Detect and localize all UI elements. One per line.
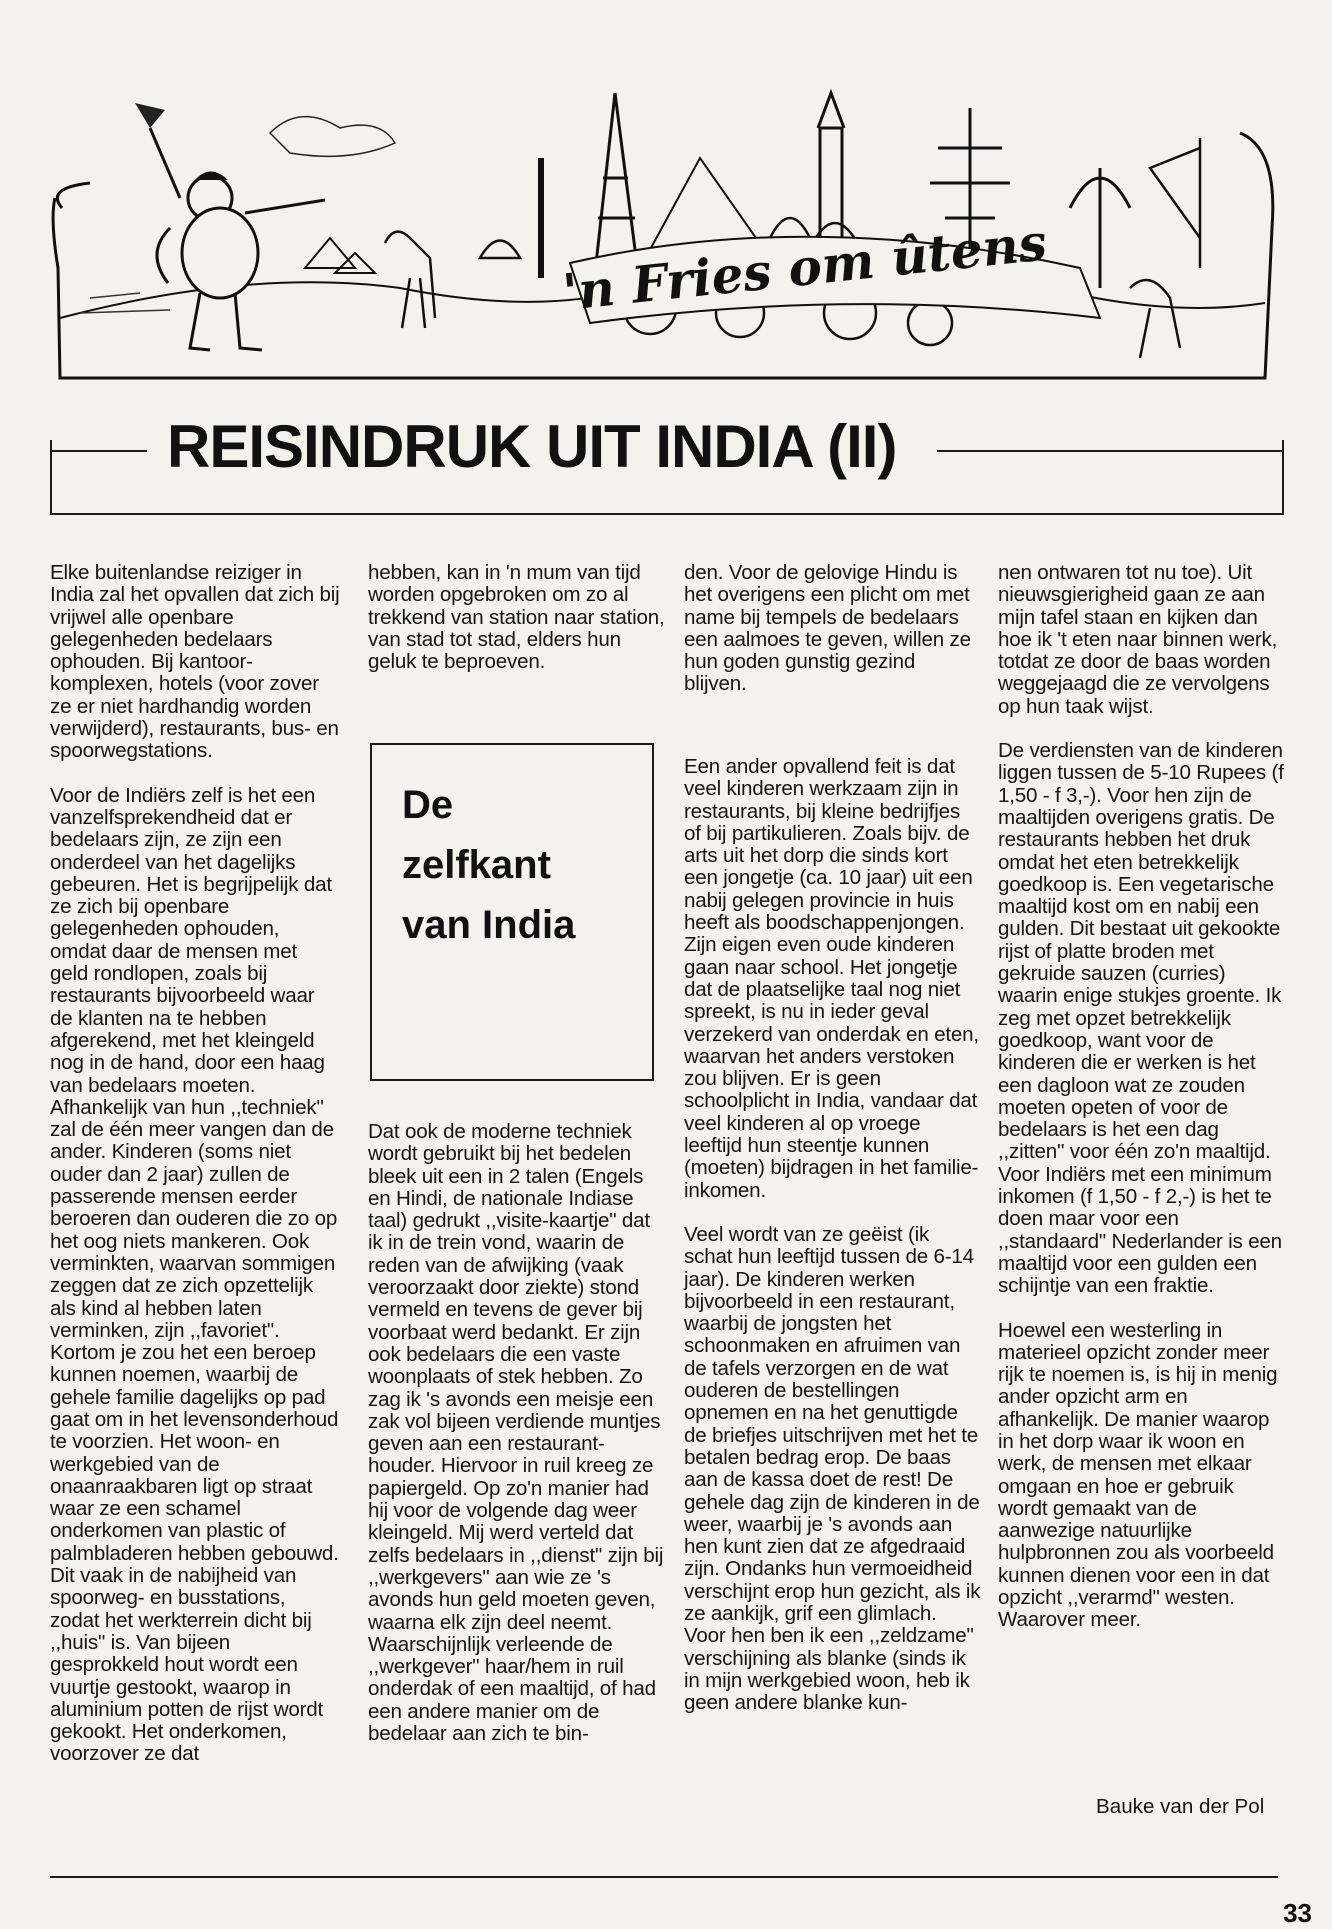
- paragraph: den. Voor de gelovige Hindu is het overigens een plicht om met name bij tempels de bedelaars een aalmoes te geven, willen ze hun goden gunstig gezind blijven.: [684, 561, 971, 696]
- page-number: 33: [1283, 1898, 1312, 1928]
- paragraph: Elke buitenlandse reiziger in India zal het opvallen dat zich bij vrijwel alle openbare gelegenheden bedelaars ophouden. Bij kantoor-komplexen, hotels (voor zover ze er niet hardhandig worden verwijderd), restaurants, bus- en spoorwegstations.: [50, 561, 340, 763]
- paragraph: Voor de Indiërs zelf is het een vanzelfsprekendheid dat er bedelaars zijn, ze zijn een onderdeel van het dagelijks gebeuren. Het is begrijpelijk dat ze zich bij openbare gelegenheden ophouden, omdat daar de mensen met geld rondlopen, zoals bij restaurants bijvoorbeeld waar de klanten na te hebben afgerekend, met het kleingeld nog in de hand, door een haag van bedelaars moeten. Afhankelijk van hun ,,techniek" zal de één meer vangen dan de ander. Kinderen (soms niet ouder dan 2 jaar) zullen de passerende mensen eerder beroeren dan ouderen die zo op het oog niets mankeren. Ook verminkten, waarvan sommigen zeggen dat ze zich opzettelijk als kind al hebben laten verminken, zijn ,,favoriet". Kortom je zou het een beroep kunnen noemen, waarbij de gehele familie dagelijks op pad gaat om in het levensonderhoud te voorzien. Het woon- en werkgebied van de onaanraakbaren ligt op straat waar ze een schamel onderkomen van plastic of palmbladeren hebben gebouwd. Dit vaak in de nabijheid van spoorweg- en busstations, zodat het werkterrein dicht bij ,,huis" is. Van bijeen gesprokkeld hout wordt een vuurtje gestookt, waarop in aluminium potten de rijst wordt gekookt. Het onderkomen, voorzover ze dat: [50, 783, 339, 1766]
- title-rule-right: [937, 450, 1282, 452]
- header-illustration-banner: [50, 88, 1275, 388]
- paragraph: Veel wordt van ze geëist (ik schat hun leeftijd tussen de 6-14 jaar). De kinderen werken bijvoorbeeld in een restaurant, waarbij de jongsten het schoonmaken en afruimen van de tafels verzorgen en de wat ouderen de bestellingen opnemen en na het genuttigde de briefjes uitschrijven met het te betalen bedrag erop. De baas aan de kassa doet de rest! De gehele dag zijn de kinderen in de weer, waarbij je 's avonds aan hen kunt zien dat ze afgedraaid zijn. Ondanks hun vermoeidheid verschijnt erop hun gezicht, als ik ze aankijk, grif een glimlach. Voor hen ben ik een ,,zeldzame" verschijning als blanke (sinds ik in mijn werkgebied woon, heb ik geen andere blanke kun-: [684, 1222, 981, 1715]
- banner-slogan: 'n Fries om ûtens: [560, 212, 1050, 322]
- article-column-1: [50, 562, 340, 1788]
- paragraph: Hoewel een westerling in materieel opzicht zonder meer rijk te noemen is, is hij in menig ander opzicht arm en afhankelijk. De manier waarop in het dorp waar ik woon en werk, de mensen met elkaar omgaan en hoe er gebruik wordt gemaakt van de aanwezige natuurlijke hulpbronnen zou als voorbeeld kunnen dienen voor een in dat opzicht ,,verarmd" westen. Waarover meer.: [998, 1318, 1278, 1632]
- footer-rule: [50, 1876, 1278, 1878]
- paragraph: hebben, kan in 'n mum van tijd worden opgebroken om zo al trekkend van station naar station, van stad tot stad, elders hun geluk te beproeven.: [368, 561, 665, 674]
- paragraph: Een ander opvallend feit is dat veel kinderen werkzaam zijn in restaurants, bij kleine bedrijfjes of bij partikulieren. Zoals bijv. de arts uit het dorp die sinds kort een jongetje (ca. 10 jaar) uit een nabij gelegen provincie in huis heeft als boodschappenjongen. Zijn eigen even oude kinderen gaan naar school. Het jongetje dat de plaatselijke taal nog niet spreekt, is nu in ieder geval verzekerd van onderdak en eten, waarvan het anders verstoken zou blijven. Er is geen schoolplicht in India, vandaar dat veel kinderen al op vroege leeftijd hun steentje kunnen (moeten) bijdragen in het familie-inkomen.: [684, 755, 979, 1202]
- article-column-4: [998, 562, 1288, 1654]
- paragraph: De verdiensten van de kinderen liggen tussen de 5-10 Rupees (f 1,50 - f 3,-). Voor hen zijn de maaltijden overigens gratis. De restaurants hebben het druk omdat het eten betrekkelijk goedkoop is. Een vegetarische maaltijd kost om en nabij een gulden. Dit bestaat uit gekookte rijst of platte broden met gekruide sauzen (curries) waarin enige stukjes groente. Ik zeg met opzet betrekkelijk goedkoop, want voor de kinderen die er werken is het een dagloon wat ze zouden moeten opeten of voor de bedelaars is het een dag ,,zitten" voor één zo'n maaltijd. Voor Indiërs met een minimum inkomen (f 1,50 - f 2,-) is het te doen maar voor een ,,standaard" Nederlander is een maaltijd voor een gulden een schijntje van een fraktie.: [998, 739, 1284, 1298]
- pull-quote-box: [370, 743, 654, 1081]
- pull-quote-text: De zelfkant van India: [402, 783, 576, 947]
- world-travel-illustration: [50, 88, 1275, 388]
- title-frame: [50, 413, 1284, 515]
- article-column-2-top: [368, 562, 666, 695]
- paragraph: Dat ook de moderne techniek wordt gebruikt bij het bedelen bleek uit een in 2 talen (Engels en Hindi, de nationale Indiase taal) gedrukt ,,visite-kaartje" dat ik in de trein vond, waarin de reden van de afwijking (vaak veroorzaakt door ziekte) stond vermeld en tevens de gever bij voorbaat werd bedankt. Er zijn ook bedelaars die een vaste woonplaats of stek hebben. Zo zag ik 's avonds een meisje een zak vol bijeen verdiende muntjes geven aan een restaurant-houder. Hiervoor in ruil kreeg ze papiergeld. Op zo'n manier had hij voor de volgende dag weer kleingeld. Mij werd verteld dat zelfs bedelaars in ,,dienst" zijn bij ,,werkgevers" aan wie ze 's avonds hun geld moeten geven, waarna elk zijn deel neemt. Waarschijnlijk verleende de ,,werkgever" haar/hem in ruil onderdak of een maaltijd, of had een andere manier om de bedelaar aan zich te bin-: [368, 1120, 664, 1746]
- paragraph: nen ontwaren tot nu toe). Uit nieuwsgierigheid gaan ze aan mijn tafel staan en kijken dan hoe ik 't eten naar binnen werk, totdat ze door de baas worden weggejaagd die ze vervolgens op hun taak wijst.: [998, 561, 1278, 718]
- article-column-3: [684, 756, 982, 1736]
- author-signature: Bauke van der Pol: [1096, 1795, 1265, 1818]
- article-column-2-bottom: [368, 1121, 666, 1767]
- article-column-3-top: [684, 562, 982, 718]
- title-rule-left: [52, 450, 147, 452]
- article-title: REISINDRUK UIT INDIA (II): [167, 413, 897, 480]
